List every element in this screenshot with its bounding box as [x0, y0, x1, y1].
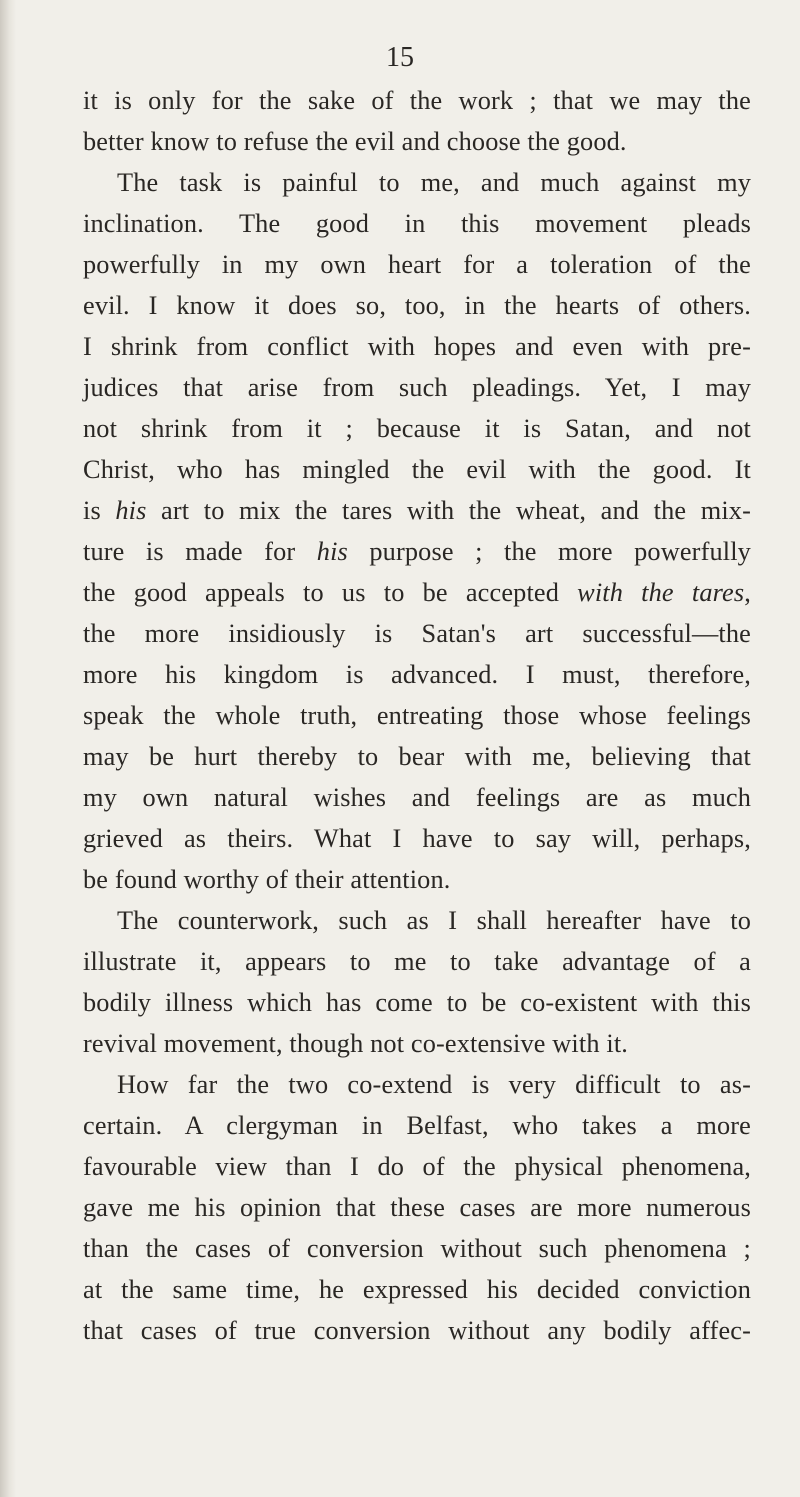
text-line-italic-his-art: [83, 490, 751, 531]
text-line: more his kingdom is advanced. I must, therefore,: [83, 660, 751, 689]
text-line: my own natural wishes and feelings are as much: [83, 783, 751, 812]
text-line: inclination. The good in this movement pleads: [83, 209, 751, 238]
text-run: ture is made for: [83, 537, 317, 566]
text-line: Christ, who has mingled the evil with the good. It: [83, 455, 751, 484]
text-line: judices that arise from such pleadings. Yet, I may: [83, 373, 751, 402]
text-line: bodily illness which has come to be co-existent with this: [83, 988, 751, 1017]
text-line: certain. A clergyman in Belfast, who takes a more: [83, 1111, 751, 1140]
text-line: gave me his opinion that these cases are more numerous: [83, 1193, 751, 1222]
text-line: revival movement, though not co-extensive with it.: [83, 1029, 629, 1058]
text-line-italic-his-purpose: [83, 531, 751, 572]
text-run: is: [83, 496, 116, 525]
text-line: than the cases of conversion without such phenomena ;: [83, 1234, 751, 1263]
text-line: evil. I know it does so, too, in the hearts of others.: [83, 291, 751, 320]
text-line: not shrink from it ; because it is Satan, and not: [83, 414, 751, 443]
text-line: The task is painful to me, and much against my: [117, 168, 751, 197]
text-line: How far the two co-extend is very difficult to as-: [117, 1070, 751, 1099]
text-line: The counterwork, such as I shall hereafter have to: [117, 906, 751, 935]
page-gutter-shadow: [0, 0, 16, 1497]
text-run: the good appeals to us to be accepted: [83, 578, 578, 607]
text-line: speak the whole truth, entreating those whose feelings: [83, 701, 751, 730]
italic-emphasis: with the tares: [577, 578, 745, 607]
text-line: the more insidiously is Satan's art successful—the: [83, 619, 751, 648]
italic-emphasis: his: [115, 496, 147, 525]
text-line: grieved as theirs. What I have to say will, perhaps,: [83, 824, 751, 853]
text-line-italic-with-tares: [83, 572, 751, 613]
text-line: may be hurt thereby to bear with me, believing that: [83, 742, 751, 771]
text-line: better know to refuse the evil and choose the good.: [83, 127, 627, 156]
text-run: art to mix the tares with the wheat, and the mix-: [146, 496, 751, 525]
text-line: favourable view than I do of the physical phenomena,: [83, 1152, 751, 1181]
text-line: that cases of true conversion without any bodily affec-: [83, 1316, 751, 1345]
body-text: [83, 80, 751, 1351]
text-line: illustrate it, appears to me to take advantage of a: [83, 947, 751, 976]
page-number: 15: [386, 42, 414, 73]
text-line: at the same time, he expressed his decided conviction: [83, 1275, 751, 1304]
text-run: purpose ; the more powerfully: [347, 537, 751, 566]
italic-emphasis: his: [316, 537, 348, 566]
text-line: I shrink from conflict with hopes and even with pre-: [83, 332, 751, 361]
text-run: ,: [744, 578, 751, 607]
text-line: be found worthy of their attention.: [83, 865, 451, 894]
text-line: it is only for the sake of the work ; that we may the: [83, 86, 751, 115]
text-line: powerfully in my own heart for a toleration of the: [83, 250, 751, 279]
